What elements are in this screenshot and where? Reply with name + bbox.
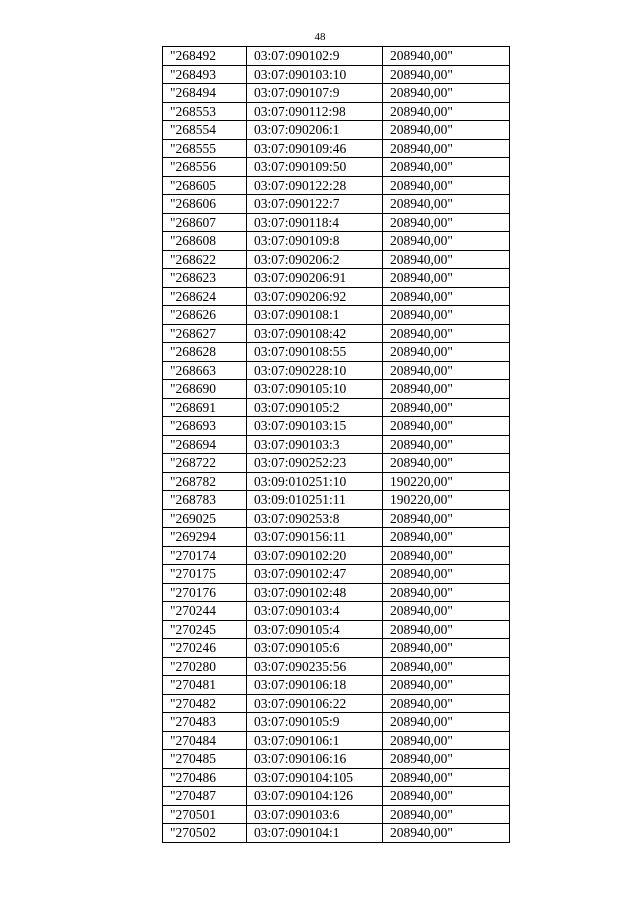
amount-cell: 208940,00"	[383, 768, 510, 787]
cadastral-number-cell: 03:07:090106:22	[247, 694, 383, 713]
cadastral-number-cell: 03:07:090122:28	[247, 176, 383, 195]
table-row	[163, 620, 510, 639]
table-row	[163, 787, 510, 806]
record-id-cell: "268722	[163, 454, 247, 473]
amount-cell: 208940,00"	[383, 750, 510, 769]
amount-cell: 190220,00"	[383, 491, 510, 510]
table-row	[163, 139, 510, 158]
amount-cell: 208940,00"	[383, 158, 510, 177]
amount-cell: 208940,00"	[383, 657, 510, 676]
amount-cell: 208940,00"	[383, 250, 510, 269]
cadastral-number-cell: 03:07:090108:55	[247, 343, 383, 362]
table-row	[163, 713, 510, 732]
record-id-cell: "270501	[163, 805, 247, 824]
table-row	[163, 676, 510, 695]
cadastral-number-cell: 03:07:090253:8	[247, 509, 383, 528]
table-row	[163, 102, 510, 121]
amount-cell: 208940,00"	[383, 306, 510, 325]
table-row	[163, 750, 510, 769]
amount-cell: 208940,00"	[383, 417, 510, 436]
table-row	[163, 602, 510, 621]
table-row	[163, 639, 510, 658]
record-id-cell: "268554	[163, 121, 247, 140]
cadastral-number-cell: 03:07:090104:105	[247, 768, 383, 787]
record-id-cell: "270484	[163, 731, 247, 750]
record-id-cell: "270175	[163, 565, 247, 584]
cadastral-number-cell: 03:07:090107:9	[247, 84, 383, 103]
amount-cell: 208940,00"	[383, 47, 510, 66]
record-id-cell: "268624	[163, 287, 247, 306]
amount-cell: 208940,00"	[383, 676, 510, 695]
record-id-cell: "270174	[163, 546, 247, 565]
table-row	[163, 250, 510, 269]
table-row	[163, 657, 510, 676]
table-row	[163, 435, 510, 454]
cadastral-number-cell: 03:07:090109:8	[247, 232, 383, 251]
cadastral-number-cell: 03:07:090206:92	[247, 287, 383, 306]
cadastral-number-cell: 03:09:010251:10	[247, 472, 383, 491]
amount-cell: 208940,00"	[383, 602, 510, 621]
record-id-cell: "269294	[163, 528, 247, 547]
record-id-cell: "270244	[163, 602, 247, 621]
record-id-cell: "268782	[163, 472, 247, 491]
amount-cell: 208940,00"	[383, 565, 510, 584]
record-id-cell: "270245	[163, 620, 247, 639]
table-row	[163, 417, 510, 436]
amount-cell: 208940,00"	[383, 361, 510, 380]
cadastral-number-cell: 03:07:090103:4	[247, 602, 383, 621]
cadastral-number-cell: 03:07:090103:15	[247, 417, 383, 436]
cadastral-number-cell: 03:07:090235:56	[247, 657, 383, 676]
amount-cell: 208940,00"	[383, 343, 510, 362]
cadastral-number-cell: 03:07:090102:9	[247, 47, 383, 66]
table-row	[163, 84, 510, 103]
table-row	[163, 528, 510, 547]
amount-cell: 208940,00"	[383, 139, 510, 158]
table-row	[163, 380, 510, 399]
amount-cell: 208940,00"	[383, 324, 510, 343]
cadastral-number-cell: 03:07:090104:126	[247, 787, 383, 806]
record-id-cell: "268555	[163, 139, 247, 158]
cadastral-number-cell: 03:07:090206:91	[247, 269, 383, 288]
amount-cell: 208940,00"	[383, 84, 510, 103]
table-row	[163, 343, 510, 362]
cadastral-number-cell: 03:07:090106:18	[247, 676, 383, 695]
cadastral-number-cell: 03:07:090105:10	[247, 380, 383, 399]
table-row	[163, 824, 510, 843]
record-id-cell: "268622	[163, 250, 247, 269]
amount-cell: 208940,00"	[383, 713, 510, 732]
record-id-cell: "270502	[163, 824, 247, 843]
table-row	[163, 565, 510, 584]
cadastral-number-cell: 03:07:090156:11	[247, 528, 383, 547]
record-id-cell: "268694	[163, 435, 247, 454]
amount-cell: 208940,00"	[383, 398, 510, 417]
table-row	[163, 287, 510, 306]
record-id-cell: "268553	[163, 102, 247, 121]
amount-cell: 208940,00"	[383, 694, 510, 713]
cadastral-number-cell: 03:07:090108:1	[247, 306, 383, 325]
amount-cell: 208940,00"	[383, 269, 510, 288]
record-id-cell: "268627	[163, 324, 247, 343]
cadastral-number-cell: 03:07:090102:48	[247, 583, 383, 602]
cadastral-number-cell: 03:07:090112:98	[247, 102, 383, 121]
record-id-cell: "270486	[163, 768, 247, 787]
amount-cell: 208940,00"	[383, 213, 510, 232]
registry-table-body	[163, 47, 510, 843]
table-row	[163, 583, 510, 602]
cadastral-number-cell: 03:07:090105:4	[247, 620, 383, 639]
table-row	[163, 47, 510, 66]
amount-cell: 190220,00"	[383, 472, 510, 491]
cadastral-number-cell: 03:07:090252:23	[247, 454, 383, 473]
cadastral-number-cell: 03:07:090104:1	[247, 824, 383, 843]
cadastral-number-cell: 03:07:090206:1	[247, 121, 383, 140]
amount-cell: 208940,00"	[383, 620, 510, 639]
table-row	[163, 306, 510, 325]
record-id-cell: "268608	[163, 232, 247, 251]
table-row	[163, 324, 510, 343]
record-id-cell: "270485	[163, 750, 247, 769]
cadastral-number-cell: 03:07:090109:50	[247, 158, 383, 177]
table-row	[163, 694, 510, 713]
table-row	[163, 195, 510, 214]
amount-cell: 208940,00"	[383, 287, 510, 306]
cadastral-number-cell: 03:07:090103:3	[247, 435, 383, 454]
amount-cell: 208940,00"	[383, 232, 510, 251]
record-id-cell: "268693	[163, 417, 247, 436]
record-id-cell: "268783	[163, 491, 247, 510]
cadastral-number-cell: 03:07:090228:10	[247, 361, 383, 380]
table-row	[163, 805, 510, 824]
table-row	[163, 176, 510, 195]
table-row	[163, 472, 510, 491]
record-id-cell: "268605	[163, 176, 247, 195]
record-id-cell: "268606	[163, 195, 247, 214]
cadastral-number-cell: 03:07:090105:2	[247, 398, 383, 417]
record-id-cell: "268607	[163, 213, 247, 232]
cadastral-number-cell: 03:07:090106:1	[247, 731, 383, 750]
record-id-cell: "268663	[163, 361, 247, 380]
table-row	[163, 361, 510, 380]
cadastral-number-cell: 03:07:090118:4	[247, 213, 383, 232]
cadastral-number-cell: 03:07:090122:7	[247, 195, 383, 214]
record-id-cell: "268494	[163, 84, 247, 103]
cadastral-number-cell: 03:07:090105:6	[247, 639, 383, 658]
amount-cell: 208940,00"	[383, 509, 510, 528]
table-row	[163, 232, 510, 251]
record-id-cell: "270487	[163, 787, 247, 806]
amount-cell: 208940,00"	[383, 176, 510, 195]
amount-cell: 208940,00"	[383, 787, 510, 806]
record-id-cell: "268492	[163, 47, 247, 66]
amount-cell: 208940,00"	[383, 121, 510, 140]
amount-cell: 208940,00"	[383, 454, 510, 473]
cadastral-number-cell: 03:07:090108:42	[247, 324, 383, 343]
record-id-cell: "268623	[163, 269, 247, 288]
amount-cell: 208940,00"	[383, 824, 510, 843]
cadastral-number-cell: 03:07:090103:10	[247, 65, 383, 84]
table-row	[163, 509, 510, 528]
amount-cell: 208940,00"	[383, 102, 510, 121]
cadastral-number-cell: 03:07:090105:9	[247, 713, 383, 732]
record-id-cell: "268493	[163, 65, 247, 84]
record-id-cell: "268556	[163, 158, 247, 177]
table-row	[163, 731, 510, 750]
registry-table	[162, 46, 510, 843]
record-id-cell: "270280	[163, 657, 247, 676]
cadastral-number-cell: 03:09:010251:11	[247, 491, 383, 510]
record-id-cell: "270481	[163, 676, 247, 695]
table-row	[163, 398, 510, 417]
amount-cell: 208940,00"	[383, 546, 510, 565]
amount-cell: 208940,00"	[383, 805, 510, 824]
record-id-cell: "268690	[163, 380, 247, 399]
table-row	[163, 454, 510, 473]
record-id-cell: "269025	[163, 509, 247, 528]
amount-cell: 208940,00"	[383, 583, 510, 602]
cadastral-number-cell: 03:07:090106:16	[247, 750, 383, 769]
amount-cell: 208940,00"	[383, 195, 510, 214]
record-id-cell: "270482	[163, 694, 247, 713]
amount-cell: 208940,00"	[383, 528, 510, 547]
page-number: 48	[314, 31, 326, 43]
record-id-cell: "268691	[163, 398, 247, 417]
cadastral-number-cell: 03:07:090206:2	[247, 250, 383, 269]
table-row	[163, 158, 510, 177]
table-row	[163, 269, 510, 288]
record-id-cell: "270246	[163, 639, 247, 658]
table-row	[163, 121, 510, 140]
cadastral-number-cell: 03:07:090102:20	[247, 546, 383, 565]
amount-cell: 208940,00"	[383, 639, 510, 658]
cadastral-number-cell: 03:07:090102:47	[247, 565, 383, 584]
record-id-cell: "270176	[163, 583, 247, 602]
table-row	[163, 213, 510, 232]
table-row	[163, 65, 510, 84]
table-row	[163, 768, 510, 787]
amount-cell: 208940,00"	[383, 731, 510, 750]
record-id-cell: "268626	[163, 306, 247, 325]
table-row	[163, 546, 510, 565]
cadastral-number-cell: 03:07:090109:46	[247, 139, 383, 158]
amount-cell: 208940,00"	[383, 380, 510, 399]
record-id-cell: "268628	[163, 343, 247, 362]
cadastral-number-cell: 03:07:090103:6	[247, 805, 383, 824]
amount-cell: 208940,00"	[383, 435, 510, 454]
record-id-cell: "270483	[163, 713, 247, 732]
amount-cell: 208940,00"	[383, 65, 510, 84]
table-row	[163, 491, 510, 510]
